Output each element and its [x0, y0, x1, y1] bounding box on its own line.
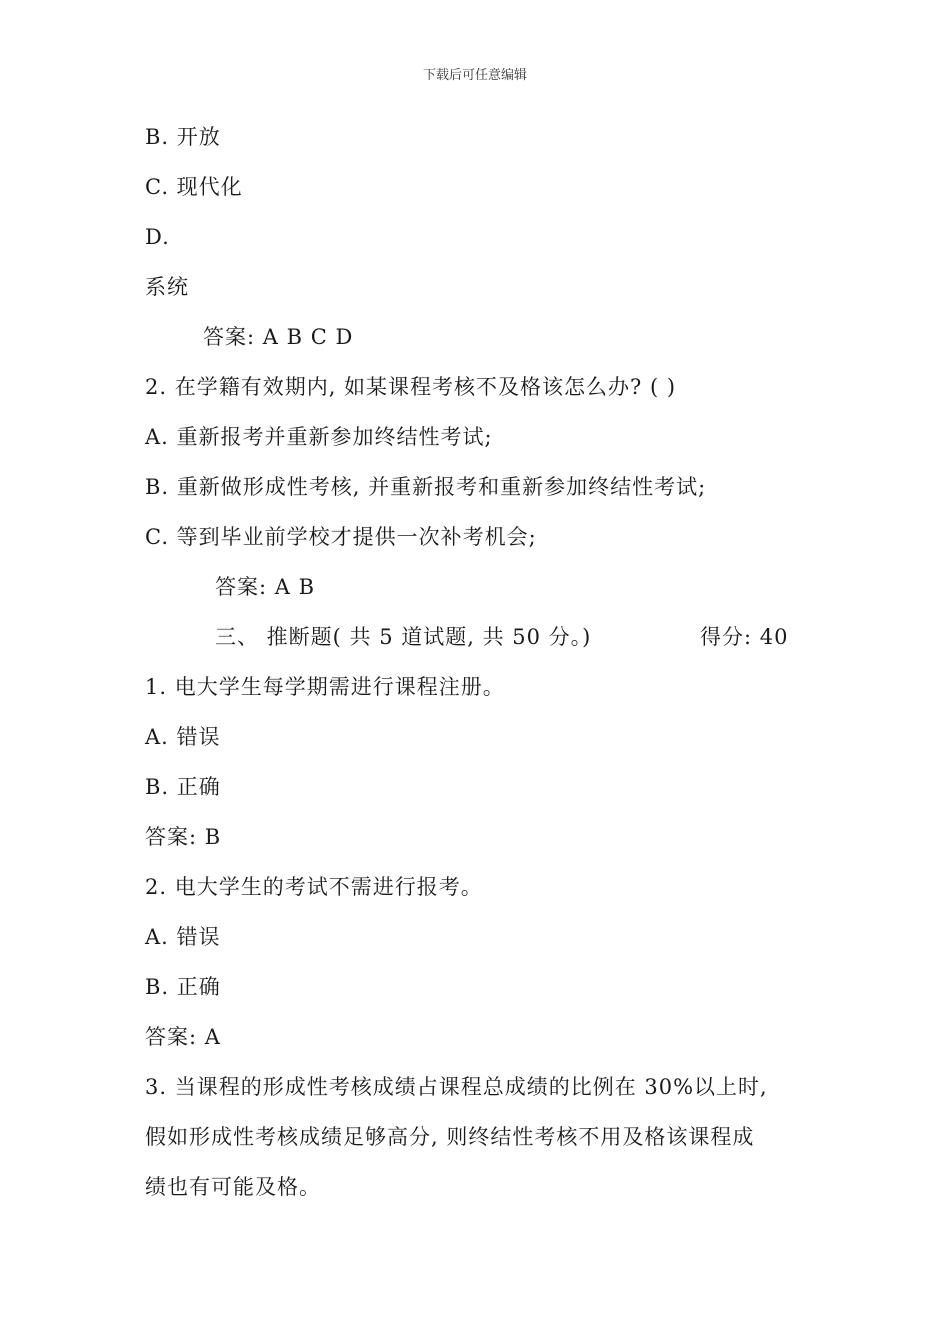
judgment-question-2: 2. 电大学生的考试不需进行报考。	[145, 875, 483, 899]
question-2-option-c: C. 等到毕业前学校才提供一次补考机会;	[145, 525, 537, 549]
section-score: 得分: 40	[700, 625, 789, 649]
option-c-modernization: C. 现代化	[145, 175, 243, 199]
judgment-question-1: 1. 电大学生每学期需进行课程注册。	[145, 675, 505, 699]
question-2: 2. 在学籍有效期内, 如某课程考核不及格该怎么办? ( )	[145, 375, 677, 399]
judgment-2-answer: 答案: A	[145, 1025, 221, 1049]
answer-1: 答案: A B C D	[203, 325, 354, 349]
judgment-2-option-a: A. 错误	[145, 925, 221, 949]
answer-2: 答案: A B	[215, 575, 316, 599]
section-heading: 三、 推断题( 共 5 道试题, 共 50 分。)	[215, 625, 592, 649]
option-d-label: D.	[145, 225, 170, 249]
judgment-1-option-b: B. 正确	[145, 775, 221, 799]
judgment-question-3-line-1: 3. 当课程的形成性考核成绩占课程总成绩的比例在 30%以上时,	[145, 1075, 768, 1099]
option-b-open: B. 开放	[145, 125, 221, 149]
option-d-system: 系统	[145, 275, 189, 299]
judgment-question-3-line-2: 假如形成性考核成绩足够高分, 则终结性考核不用及格该课程成	[145, 1125, 755, 1149]
question-2-option-a: A. 重新报考并重新参加终结性考试;	[145, 425, 493, 449]
judgment-1-answer: 答案: B	[145, 825, 222, 849]
judgment-question-3-line-3: 绩也有可能及格。	[145, 1175, 321, 1199]
page-header: 下载后可任意编辑	[422, 68, 527, 83]
judgment-2-option-b: B. 正确	[145, 975, 221, 999]
question-2-option-b: B. 重新做形成性考核, 并重新报考和重新参加终结性考试;	[145, 475, 707, 499]
judgment-1-option-a: A. 错误	[145, 725, 221, 749]
